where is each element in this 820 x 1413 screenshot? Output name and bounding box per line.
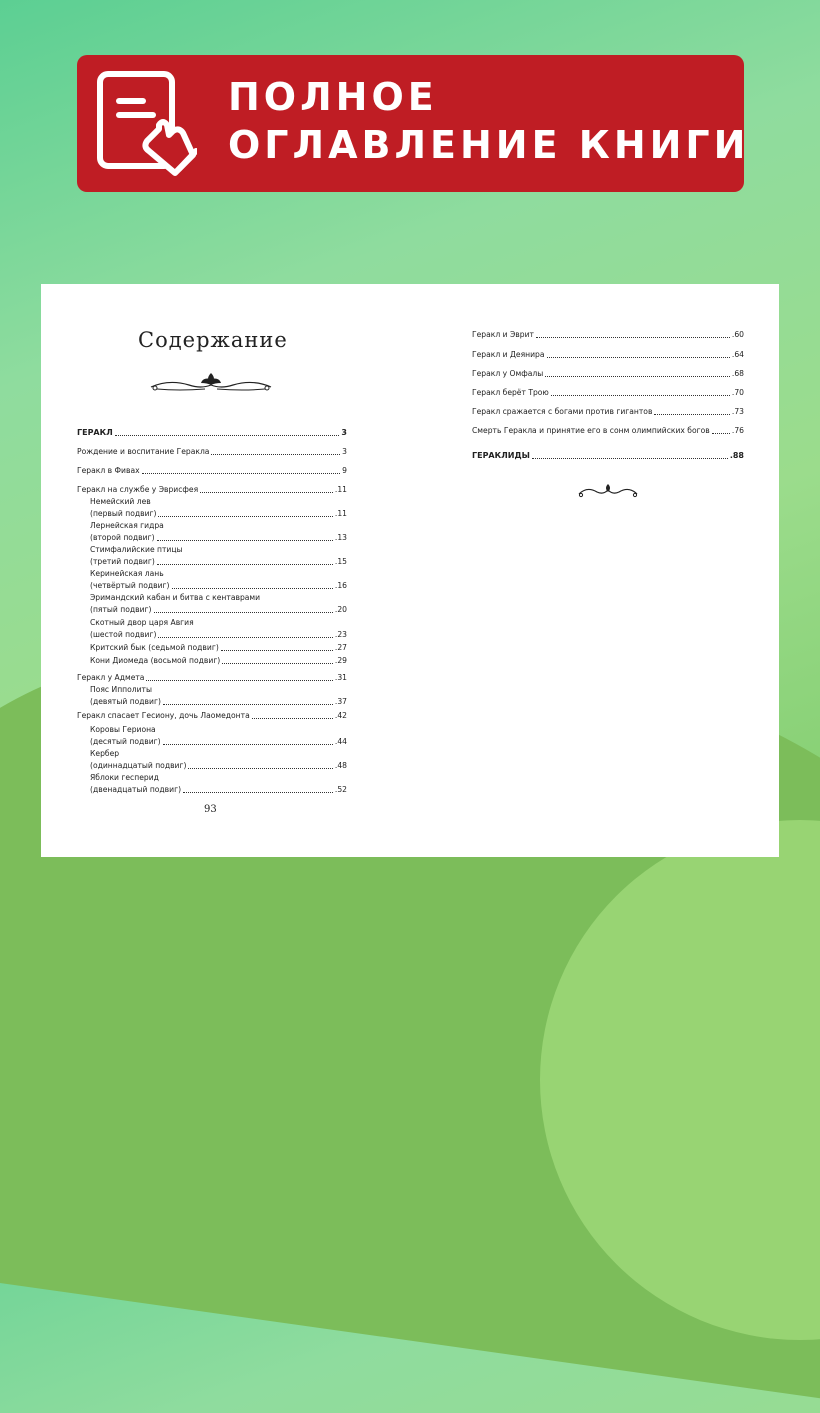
toc-entry: Критский бык (седьмой подвиг) .27: [90, 643, 347, 652]
toc-entry: Керинейская лань (четвёртый подвиг) .16: [90, 569, 347, 590]
page-title: Содержание: [138, 328, 288, 352]
toc-entry: Эримандский кабан и битва с кентаврами (пятый подвиг) .20: [90, 593, 347, 614]
toc-entry: Коровы Гериона (десятый подвиг) .44: [90, 725, 347, 746]
page-number: 93: [204, 804, 217, 815]
document-hand-icon: [97, 71, 197, 179]
toc-entry: ГЕРАКЛ 3: [77, 428, 347, 437]
toc-entry: Рождение и воспитание Геракла 3: [77, 447, 347, 456]
toc-entry: Скотный двор царя Авгия (шестой подвиг) .23: [90, 618, 347, 639]
banner-title-line: ОГЛАВЛЕНИЕ КНИГИ: [228, 123, 750, 167]
toc-entry: Геракл и Эврит .60: [472, 330, 744, 339]
toc-entry: Геракл у Адмета .31: [77, 673, 347, 682]
toc-entry: Геракл у Омфалы .68: [472, 369, 744, 378]
toc-entry: Смерть Геракла и принятие его в сонм олимпийских богов .76: [472, 426, 744, 435]
toc-entry: Яблоки гесперид (двенадцатый подвиг) .52: [90, 773, 347, 794]
toc-entry: Кони Диомеда (восьмой подвиг) .29: [90, 656, 347, 665]
toc-entry: Кербер (одиннадцатый подвиг) .48: [90, 749, 347, 770]
toc-entry: Геракл на службе у Эврисфея .11: [77, 485, 347, 494]
toc-entry: Геракл и Деянира .64: [472, 350, 744, 359]
toc-entry: Геракл спасает Гесиону, дочь Лаомедонта .42: [77, 711, 347, 720]
ornament-divider: [577, 482, 639, 498]
banner-title-line: ПОЛНОЕ: [228, 75, 438, 119]
toc-entry: Геракл берёт Трою .70: [472, 388, 744, 397]
promo-banner: [77, 55, 750, 192]
banner-title: [228, 73, 749, 169]
toc-entry: Лернейская гидра (второй подвиг) .13: [90, 521, 347, 542]
book-spread: [41, 284, 779, 857]
toc-entry: Немейский лев (первый подвиг) .11: [90, 497, 347, 518]
toc-entry: Геракл сражается с богами против гигантов .73: [472, 407, 744, 416]
toc-entry: Геракл в Фивах 9: [77, 466, 347, 475]
toc-entry: Пояс Ипполиты (девятый подвиг) .37: [90, 685, 347, 706]
toc-entry: Стимфалийские птицы (третий подвиг) .15: [90, 545, 347, 566]
ornament-divider: [149, 371, 273, 393]
toc-entry: ГЕРАКЛИДЫ .88: [472, 451, 744, 460]
